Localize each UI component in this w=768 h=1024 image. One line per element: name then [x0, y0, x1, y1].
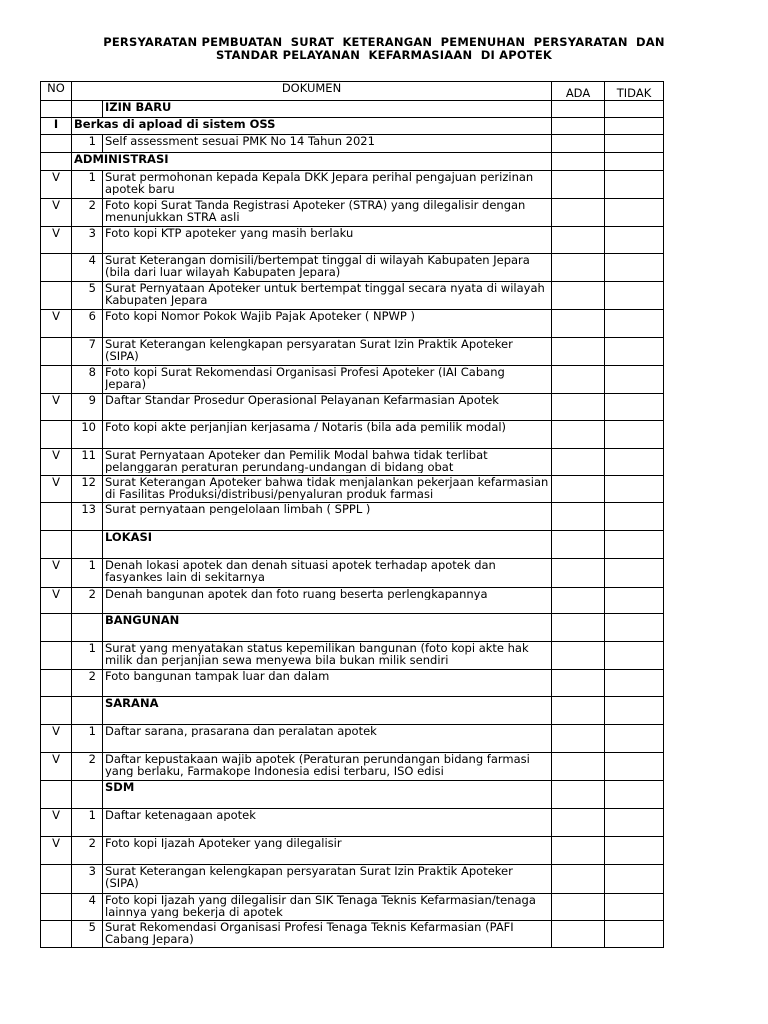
- row-document-text: Surat permohonan kepada Kepala DKK Jepara perihal pengajuan perizinan apotek baru: [105, 171, 534, 195]
- row-number: 3: [72, 227, 103, 254]
- row-tidak-checkbox[interactable]: [605, 642, 664, 670]
- row-tidak-checkbox[interactable]: [605, 559, 664, 588]
- row-document: ADMINISTRASI: [72, 153, 552, 171]
- row-ada-checkbox[interactable]: [552, 227, 605, 254]
- row-tidak-checkbox[interactable]: [605, 865, 664, 894]
- row-document-text: Foto kopi KTP apoteker yang masih berlaku: [105, 227, 354, 239]
- table-row: [41, 809, 664, 837]
- row-document: [103, 135, 552, 153]
- row-no: [41, 670, 72, 697]
- table-row: [41, 227, 664, 254]
- row-number: 3: [72, 865, 103, 894]
- row-document-text: Surat Pernyataan Apoteker untuk bertempat tinggal secara nyata di wilayah Kabupaten Jepara: [105, 282, 545, 306]
- row-ada-checkbox[interactable]: [552, 837, 605, 865]
- row-document-text: Daftar sarana, prasarana dan peralatan apotek: [105, 725, 377, 737]
- table-row: [41, 338, 664, 366]
- row-document-text: Surat Keterangan kelengkapan persyaratan Surat Izin Praktik Apoteker (SIPA): [105, 865, 513, 889]
- row-number: 5: [72, 282, 103, 310]
- row-document: [103, 642, 552, 670]
- header-tidak: TIDAK: [605, 82, 664, 101]
- row-tidak-checkbox[interactable]: [605, 725, 664, 753]
- row-tidak-checkbox[interactable]: [605, 894, 664, 921]
- row-ada-checkbox[interactable]: [552, 531, 605, 559]
- row-tidak-checkbox[interactable]: [605, 614, 664, 642]
- row-no: V: [41, 476, 72, 503]
- table-row: [41, 559, 664, 588]
- row-document: [103, 559, 552, 588]
- row-document: [103, 670, 552, 697]
- row-document: [103, 531, 552, 559]
- row-document: [103, 725, 552, 753]
- row-document-text: BANGUNAN: [105, 614, 180, 626]
- row-tidak-checkbox[interactable]: [605, 753, 664, 781]
- document-title: [0, 36, 768, 62]
- table-row: [41, 366, 664, 394]
- row-no: [41, 101, 72, 118]
- row-document-text: Surat Pernyataan Apoteker dan Pemilik Modal bahwa tidak terlibat pelanggaran peraturan perundang-undangan di bidang obat: [105, 449, 488, 473]
- table-row: [41, 153, 664, 171]
- row-ada-checkbox[interactable]: [552, 476, 605, 503]
- table-row: [41, 118, 664, 135]
- table-row: [41, 503, 664, 531]
- row-no: [41, 642, 72, 670]
- row-number: 12: [72, 476, 103, 503]
- row-tidak-checkbox[interactable]: [605, 338, 664, 366]
- row-ada-checkbox[interactable]: [552, 642, 605, 670]
- row-document: Berkas di apload di sistem OSS: [72, 118, 552, 135]
- row-ada-checkbox[interactable]: [552, 101, 605, 118]
- row-no: V: [41, 394, 72, 421]
- row-number: 4: [72, 254, 103, 282]
- row-tidak-checkbox[interactable]: [605, 101, 664, 118]
- row-number: 1: [72, 642, 103, 670]
- row-number: 2: [72, 837, 103, 865]
- header-ada: ADA: [552, 82, 605, 101]
- row-no: V: [41, 588, 72, 614]
- table-row: [41, 199, 664, 227]
- row-ada-checkbox[interactable]: [552, 199, 605, 227]
- row-no: V: [41, 310, 72, 338]
- row-ada-checkbox[interactable]: [552, 449, 605, 476]
- row-ada-checkbox[interactable]: [552, 153, 605, 171]
- table-row: [41, 394, 664, 421]
- row-number: [72, 781, 103, 809]
- row-no: [41, 614, 72, 642]
- row-document-text: Surat Keterangan domisili/bertempat tinggal di wilayah Kabupaten Jepara (bila dari luar wilayah Kabupaten Jepara): [105, 254, 530, 278]
- table-row: [41, 725, 664, 753]
- row-ada-checkbox[interactable]: [552, 366, 605, 394]
- row-document-text: Daftar ketenagaan apotek: [105, 809, 256, 821]
- row-document: [103, 199, 552, 227]
- row-document: [103, 366, 552, 394]
- row-document: [103, 310, 552, 338]
- row-tidak-checkbox[interactable]: [605, 421, 664, 449]
- row-document-text: SARANA: [105, 697, 159, 709]
- row-document-text: Daftar kepustakaan wajib apotek (Peraturan perundangan bidang farmasi yang berlaku, Farmakope Indonesia edisi terbaru, ISO edisi: [105, 753, 530, 777]
- table-row: [41, 781, 664, 809]
- row-document: [103, 753, 552, 781]
- table-row: [41, 614, 664, 642]
- row-number: 2: [72, 199, 103, 227]
- row-document-text: Surat Rekomendasi Organisasi Profesi Tenaga Teknis Kefarmasian (PAFI Cabang Jepara): [105, 921, 514, 945]
- row-no: [41, 781, 72, 809]
- row-number: 1: [72, 135, 103, 153]
- row-number: [72, 697, 103, 725]
- row-document: [103, 171, 552, 199]
- row-number: 1: [72, 725, 103, 753]
- row-no: [41, 894, 72, 921]
- row-tidak-checkbox[interactable]: [605, 135, 664, 153]
- row-document-text: Denah bangunan apotek dan foto ruang beserta perlengkapannya: [105, 588, 488, 600]
- row-document-text: Foto kopi Ijazah Apoteker yang dilegalisir: [105, 837, 342, 849]
- row-document-text: Surat Keterangan kelengkapan persyaratan Surat Izin Praktik Apoteker (SIPA): [105, 338, 513, 362]
- row-no: [41, 366, 72, 394]
- row-ada-checkbox[interactable]: [552, 503, 605, 531]
- row-ada-checkbox[interactable]: [552, 338, 605, 366]
- row-ada-checkbox[interactable]: [552, 310, 605, 338]
- table-row: [41, 642, 664, 670]
- row-tidak-checkbox[interactable]: [605, 781, 664, 809]
- row-document-text: IZIN BARU: [105, 101, 172, 113]
- row-tidak-checkbox[interactable]: [605, 476, 664, 503]
- row-no: V: [41, 753, 72, 781]
- table-row: [41, 697, 664, 725]
- table-row: [41, 476, 664, 503]
- row-ada-checkbox[interactable]: [552, 670, 605, 697]
- row-tidak-checkbox[interactable]: [605, 394, 664, 421]
- row-number: 1: [72, 559, 103, 588]
- table-row: [41, 531, 664, 559]
- row-ada-checkbox[interactable]: [552, 588, 605, 614]
- row-number: 2: [72, 670, 103, 697]
- row-ada-checkbox[interactable]: [552, 753, 605, 781]
- row-document: [103, 227, 552, 254]
- row-ada-checkbox[interactable]: [552, 559, 605, 588]
- requirements-table: [40, 81, 664, 948]
- row-tidak-checkbox[interactable]: [605, 670, 664, 697]
- row-document: [103, 697, 552, 725]
- row-document-text: Foto kopi Surat Tanda Registrasi Apoteker (STRA) yang dilegalisir dengan menunjukkan STRA asli: [105, 199, 526, 223]
- row-no: [41, 531, 72, 559]
- table-row: [41, 670, 664, 697]
- row-no: [41, 503, 72, 531]
- row-ada-checkbox[interactable]: [552, 614, 605, 642]
- row-no: I: [41, 118, 72, 135]
- row-no: [41, 254, 72, 282]
- header-dokumen: DOKUMEN: [72, 82, 552, 101]
- row-tidak-checkbox[interactable]: [605, 921, 664, 948]
- row-no: [41, 865, 72, 894]
- table-row: [41, 135, 664, 153]
- row-document: [103, 254, 552, 282]
- row-number: 7: [72, 338, 103, 366]
- table-row: [41, 171, 664, 199]
- table-row: [41, 254, 664, 282]
- row-document-text: Foto kopi Nomor Pokok Wajib Pajak Apoteker ( NPWP ): [105, 310, 415, 322]
- row-document: [103, 588, 552, 614]
- row-no: [41, 697, 72, 725]
- row-ada-checkbox[interactable]: [552, 282, 605, 310]
- requirements-table-body: [41, 82, 664, 948]
- row-document-text: Daftar Standar Prosedur Operasional Pelayanan Kefarmasian Apotek: [105, 394, 499, 406]
- row-document: [103, 449, 552, 476]
- row-tidak-checkbox[interactable]: [605, 449, 664, 476]
- row-ada-checkbox[interactable]: [552, 118, 605, 135]
- row-document-text: Foto kopi Ijazah yang dilegalisir dan SIK Tenaga Teknis Kefarmasian/tenaga lainnya yang bekerja di apotek: [105, 894, 536, 918]
- table-row: [41, 921, 664, 948]
- row-document: [103, 781, 552, 809]
- row-ada-checkbox[interactable]: [552, 697, 605, 725]
- row-no: [41, 135, 72, 153]
- row-tidak-checkbox[interactable]: [605, 588, 664, 614]
- row-tidak-checkbox[interactable]: [605, 837, 664, 865]
- row-document-text: SDM: [105, 781, 135, 793]
- row-tidak-checkbox[interactable]: [605, 697, 664, 725]
- row-ada-checkbox[interactable]: [552, 809, 605, 837]
- row-no: [41, 282, 72, 310]
- row-document: [103, 101, 552, 118]
- row-document-text: Denah lokasi apotek dan denah situasi apotek terhadap apotek dan fasyankes lain di sekitarnya: [105, 559, 496, 583]
- row-ada-checkbox[interactable]: [552, 725, 605, 753]
- row-number: 10: [72, 421, 103, 449]
- row-ada-checkbox[interactable]: [552, 421, 605, 449]
- row-tidak-checkbox[interactable]: [605, 310, 664, 338]
- table-header-row: [41, 82, 664, 101]
- row-ada-checkbox[interactable]: [552, 171, 605, 199]
- row-tidak-checkbox[interactable]: [605, 199, 664, 227]
- row-no: V: [41, 449, 72, 476]
- table-row: [41, 421, 664, 449]
- row-tidak-checkbox[interactable]: [605, 282, 664, 310]
- title-line-1: PERSYARATAN PEMBUATAN SURAT KETERANGAN PEMENUHAN PERSYARATAN DAN: [103, 35, 665, 49]
- row-no: V: [41, 171, 72, 199]
- row-number: 13: [72, 503, 103, 531]
- row-document-text: Surat Keterangan Apoteker bahwa tidak menjalankan pekerjaan kefarmasian di Fasilitas Produksi/distribusi/penyaluran produk farmasi: [105, 476, 549, 500]
- row-document-text: Foto bangunan tampak luar dan dalam: [105, 670, 330, 682]
- row-number: 9: [72, 394, 103, 421]
- row-tidak-checkbox[interactable]: [605, 227, 664, 254]
- row-no: V: [41, 559, 72, 588]
- row-no: V: [41, 837, 72, 865]
- title-line-2: STANDAR PELAYANAN KEFARMASIAAN DI APOTEK: [215, 48, 553, 62]
- table-row: [41, 588, 664, 614]
- header-no: NO: [41, 82, 72, 101]
- row-no: [41, 421, 72, 449]
- row-document: [103, 476, 552, 503]
- table-row: [41, 310, 664, 338]
- row-document: [103, 865, 552, 894]
- row-document: [103, 503, 552, 531]
- row-number: 4: [72, 894, 103, 921]
- row-document: [103, 894, 552, 921]
- row-number: 1: [72, 171, 103, 199]
- row-number: 6: [72, 310, 103, 338]
- row-no: [41, 921, 72, 948]
- row-document: [103, 338, 552, 366]
- table-row: [41, 865, 664, 894]
- row-document: [103, 394, 552, 421]
- row-ada-checkbox[interactable]: [552, 865, 605, 894]
- row-tidak-checkbox[interactable]: [605, 171, 664, 199]
- row-ada-checkbox[interactable]: [552, 894, 605, 921]
- row-tidak-checkbox[interactable]: [605, 153, 664, 171]
- row-document-text: Surat yang menyatakan status kepemilikan bangunan (foto kopi akte hak milik dan perjanjian sewa menyewa bila bukan milik sendiri: [105, 642, 529, 666]
- row-ada-checkbox[interactable]: [552, 781, 605, 809]
- row-tidak-checkbox[interactable]: [605, 254, 664, 282]
- row-document-text: LOKASI: [105, 531, 153, 543]
- row-no: V: [41, 809, 72, 837]
- row-document: [103, 282, 552, 310]
- table-row: [41, 837, 664, 865]
- row-document: [103, 837, 552, 865]
- row-number: 8: [72, 366, 103, 394]
- row-number: 11: [72, 449, 103, 476]
- table-row: [41, 449, 664, 476]
- table-row: [41, 894, 664, 921]
- row-number: 1: [72, 809, 103, 837]
- row-document: [103, 921, 552, 948]
- row-tidak-checkbox[interactable]: [605, 366, 664, 394]
- row-no: [41, 153, 72, 171]
- row-ada-checkbox[interactable]: [552, 135, 605, 153]
- row-ada-checkbox[interactable]: [552, 254, 605, 282]
- row-document: [103, 809, 552, 837]
- table-row: [41, 282, 664, 310]
- row-document-text: Surat pernyataan pengelolaan limbah ( SPPL ): [105, 503, 371, 515]
- row-document: [103, 614, 552, 642]
- table-row: [41, 101, 664, 118]
- row-number: 5: [72, 921, 103, 948]
- row-number: 2: [72, 588, 103, 614]
- row-document-text: Foto kopi akte perjanjian kerjasama / Notaris (bila ada pemilik modal): [105, 421, 507, 433]
- row-no: V: [41, 199, 72, 227]
- row-ada-checkbox[interactable]: [552, 394, 605, 421]
- row-no: V: [41, 227, 72, 254]
- row-tidak-checkbox[interactable]: [605, 118, 664, 135]
- row-number: [72, 101, 103, 118]
- row-number: 2: [72, 753, 103, 781]
- row-tidak-checkbox[interactable]: [605, 809, 664, 837]
- row-no: V: [41, 725, 72, 753]
- row-tidak-checkbox[interactable]: [605, 503, 664, 531]
- row-document-text: Self assessment sesuai PMK No 14 Tahun 2021: [105, 135, 375, 147]
- row-number: [72, 614, 103, 642]
- row-document-text: Foto kopi Surat Rekomendasi Organisasi Profesi Apoteker (IAI Cabang Jepara): [105, 366, 505, 390]
- row-no: [41, 338, 72, 366]
- table-row: [41, 753, 664, 781]
- row-tidak-checkbox[interactable]: [605, 531, 664, 559]
- row-number: [72, 531, 103, 559]
- row-document: [103, 421, 552, 449]
- row-ada-checkbox[interactable]: [552, 921, 605, 948]
